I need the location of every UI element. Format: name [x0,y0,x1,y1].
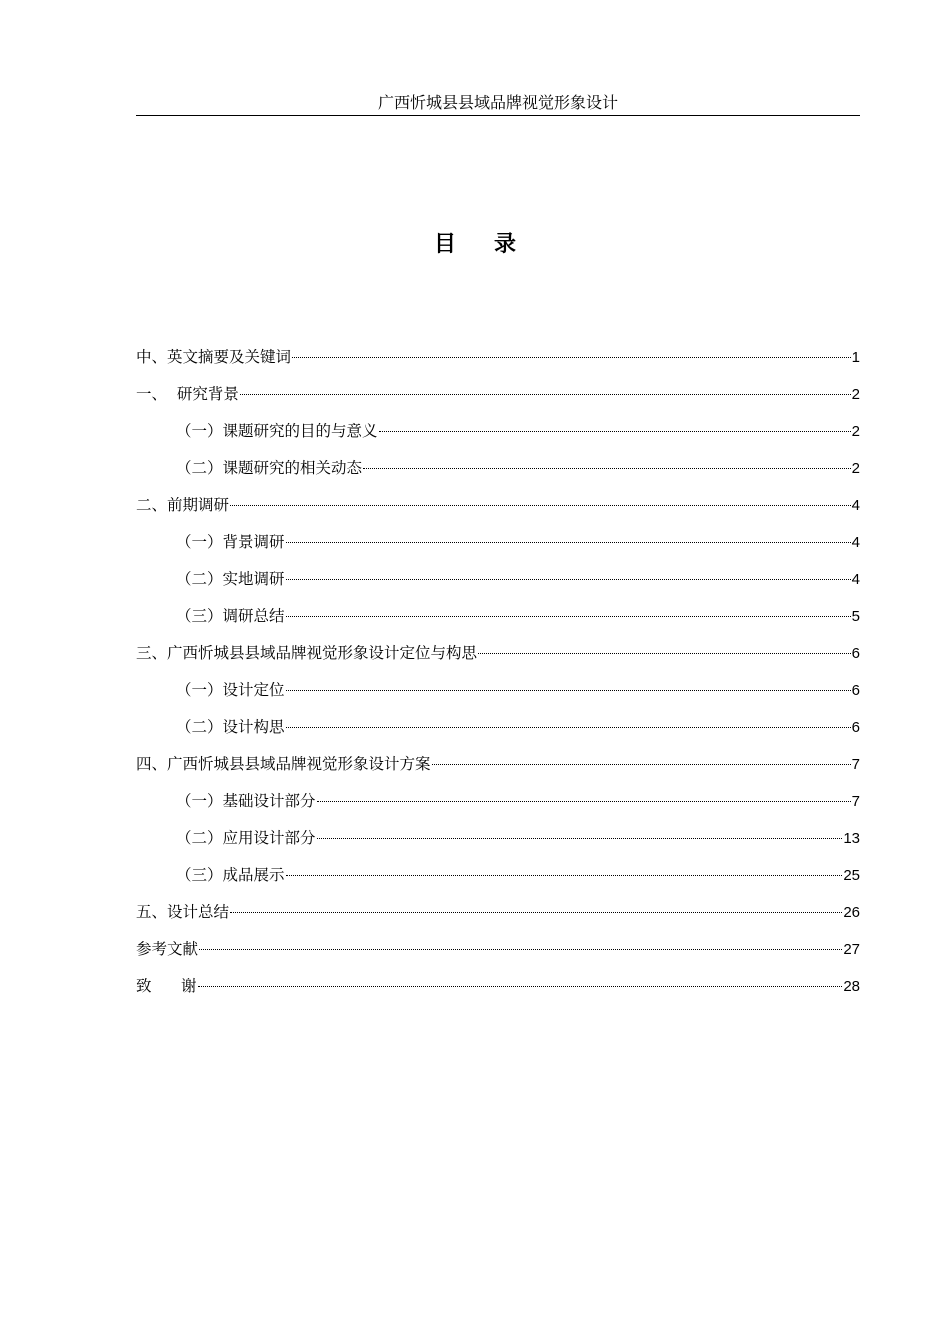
toc-title-char-1: 目 [433,232,456,257]
toc-entry-label: 四、广西忻城县县域品牌视觉形象设计方案 [136,755,431,773]
toc-entry-label: （二）课题研究的相关动态 [176,459,363,477]
toc-entry[interactable] [136,823,860,860]
toc-entry-page: 6 [851,682,860,699]
toc-leader-dots [199,949,842,950]
toc-entry-label: 参考文献 [136,940,199,958]
toc-leader-dots [363,468,851,469]
toc-entry-page: 1 [851,349,860,366]
page-header [136,92,860,116]
toc-entry-page: 4 [851,497,860,514]
toc-leader-dots [286,727,851,728]
toc-leader-dots [317,801,851,802]
toc-leader-dots [230,912,842,913]
toc-entry[interactable] [136,860,860,897]
toc-entry-label: （三）调研总结 [176,607,285,625]
toc-entry-label: （一）课题研究的目的与意义 [176,422,378,440]
toc-entry-page: 25 [843,867,860,884]
toc-entry-label: （一）基础设计部分 [176,792,316,810]
toc-entry-page: 4 [851,571,860,588]
toc-entry-page: 28 [843,978,860,995]
toc-entry[interactable] [136,712,860,749]
toc-entry-label: 三、广西忻城县县域品牌视觉形象设计定位与构思 [136,644,478,662]
toc-leader-dots [286,690,851,691]
toc-leader-dots [292,357,851,358]
toc-entry-page: 27 [843,941,860,958]
toc-entry-label: 五、设计总结 [136,903,230,921]
toc-entry-page: 13 [843,830,860,847]
toc-entry[interactable] [136,934,860,971]
toc-entry-label: 二、前期调研 [136,496,230,514]
toc-entry-label: （一）设计定位 [176,681,285,699]
toc-entry-page: 5 [851,608,860,625]
toc-entry[interactable] [136,971,860,1008]
toc-leader-dots [478,653,851,654]
toc-entry[interactable] [136,453,860,490]
toc-entry[interactable] [136,564,860,601]
toc-entry-page: 2 [851,423,860,440]
toc-entry-page: 2 [851,460,860,477]
toc-entry-label: 致 谢 [136,977,197,995]
toc-entry-label: （一）背景调研 [176,533,285,551]
toc-entry-label: （二）实地调研 [176,570,285,588]
toc-entry-label: 一、 研究背景 [136,385,239,403]
table-of-contents [136,342,860,1008]
header-title: 广西忻城县县域品牌视觉形象设计 [377,93,618,112]
toc-leader-dots [432,764,851,765]
toc-leader-dots [230,505,851,506]
toc-entry-page: 7 [851,756,860,773]
toc-leader-dots [240,394,851,395]
toc-entry-page: 6 [851,719,860,736]
toc-entry-label: （三）成品展示 [176,866,285,884]
toc-entry-label: （二）应用设计部分 [176,829,316,847]
toc-leader-dots [286,579,851,580]
toc-entry[interactable] [136,786,860,823]
toc-entry-page: 6 [851,645,860,662]
toc-entry[interactable] [136,416,860,453]
toc-entry[interactable] [136,897,860,934]
toc-leader-dots [286,875,843,876]
toc-entry[interactable] [136,527,860,564]
toc-entry-label: （二）设计构思 [176,718,285,736]
toc-entry[interactable] [136,342,860,379]
toc-entry-page: 26 [843,904,860,921]
toc-entry[interactable] [136,675,860,712]
toc-entry[interactable] [136,601,860,638]
toc-leader-dots [379,431,851,432]
toc-leader-dots [198,986,843,987]
toc-entry-page: 7 [851,793,860,810]
toc-entry-page: 4 [851,534,860,551]
toc-entry-label: 中、英文摘要及关键词 [136,348,292,366]
toc-entry[interactable] [136,749,860,786]
toc-entry[interactable] [136,638,860,675]
toc-title [0,230,950,260]
toc-title-char-2: 录 [494,232,517,257]
toc-entry-page: 2 [851,386,860,403]
toc-entry[interactable] [136,379,860,416]
toc-leader-dots [286,616,851,617]
toc-leader-dots [317,838,843,839]
toc-entry[interactable] [136,490,860,527]
toc-leader-dots [286,542,851,543]
